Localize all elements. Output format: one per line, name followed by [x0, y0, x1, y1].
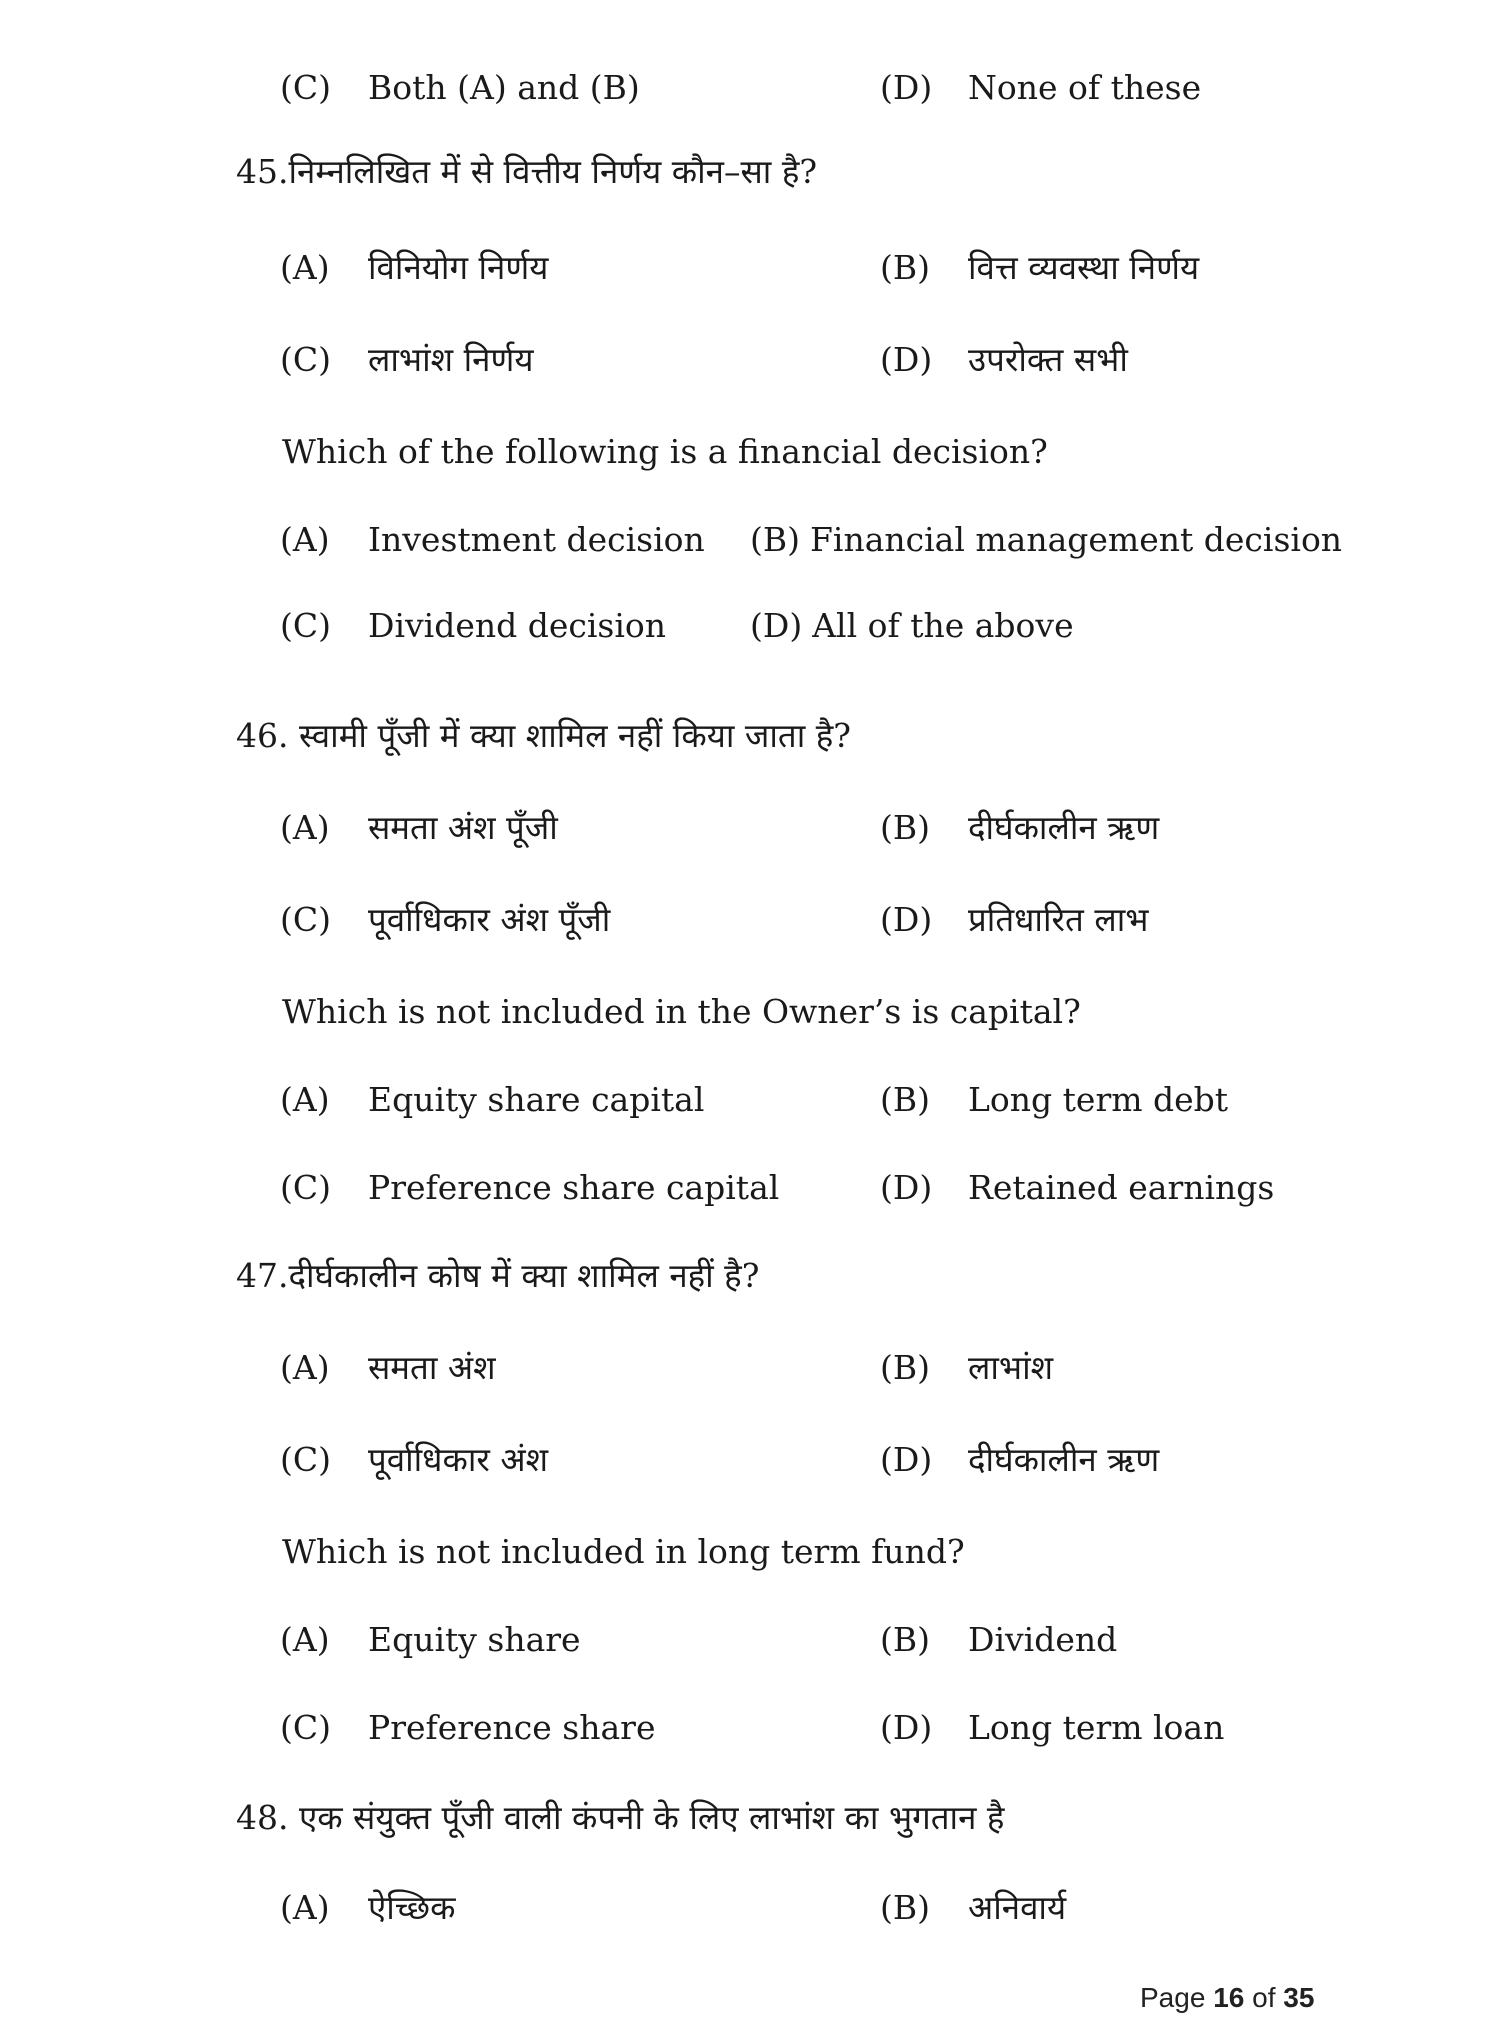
q46-english-option-a — [280, 1080, 704, 1120]
question-48-hindi: 48. एक संयुक्त पूँजी वाली कंपनी के लिए लाभांश का भुगतान है — [236, 1798, 1005, 1837]
option-letter: (B) — [880, 1348, 930, 1387]
option-letter: (A) — [280, 520, 330, 559]
option-text: All of the above — [812, 606, 1074, 645]
q47-english-option-a — [280, 1620, 581, 1660]
option-text: Dividend decision — [368, 606, 667, 645]
option-letter: (B) — [880, 1888, 930, 1927]
option-c — [280, 68, 640, 108]
q45-hindi-option-b — [880, 248, 1199, 288]
option-text: Long term debt — [968, 1080, 1229, 1119]
option-letter: (D) — [750, 606, 803, 645]
total-pages-number: 35 — [1283, 1982, 1315, 2013]
q45-hindi-option-d — [880, 340, 1128, 380]
q46-hindi-option-b — [880, 808, 1159, 848]
option-text: उपरोक्त सभी — [968, 340, 1128, 379]
q46-hindi-option-d — [880, 900, 1148, 940]
option-letter: (B) — [750, 520, 800, 559]
q48-hindi-option-a — [280, 1888, 455, 1928]
option-text: None of these — [968, 68, 1202, 107]
question-45-hindi: 45.निम्नलिखित में से वित्तीय निर्णय कौन–सा है? — [236, 152, 818, 191]
option-text: समता अंश — [368, 1348, 496, 1387]
option-text: लाभांश निर्णय — [368, 340, 534, 379]
option-text: Dividend — [968, 1620, 1118, 1659]
option-letter: (C) — [280, 1708, 331, 1747]
page-word: Page — [1140, 1982, 1206, 2013]
option-letter: (B) — [880, 1620, 930, 1659]
option-letter: (A) — [280, 1348, 330, 1387]
q47-english-option-b — [880, 1620, 1117, 1660]
option-letter: (C) — [280, 900, 331, 939]
option-text: दीर्घकालीन ऋण — [968, 1440, 1160, 1479]
option-text: Preference share — [368, 1708, 656, 1747]
option-letter: (D) — [880, 900, 933, 939]
q47-english-option-d — [880, 1708, 1224, 1748]
option-text: दीर्घकालीन ऋण — [968, 808, 1160, 847]
option-text: Both (A) and (B) — [368, 68, 640, 107]
option-text: Financial management decision — [810, 520, 1343, 559]
question-46-hindi: 46. स्वामी पूँजी में क्या शामिल नहीं किया जाता है? — [236, 716, 851, 755]
q45-english-option-b — [750, 520, 1342, 560]
current-page-number: 16 — [1213, 1982, 1245, 2013]
option-letter: (A) — [280, 808, 330, 847]
q48-hindi-option-b — [880, 1888, 1066, 1928]
option-text: पूर्वाधिकार अंश — [368, 1440, 549, 1479]
q47-hindi-option-d — [880, 1440, 1159, 1480]
option-letter: (A) — [280, 1080, 330, 1119]
option-text: Preference share capital — [368, 1168, 780, 1207]
option-letter: (A) — [280, 1620, 330, 1659]
q47-hindi-option-c — [280, 1440, 548, 1480]
q45-hindi-option-c — [280, 340, 533, 380]
option-d — [880, 68, 1201, 108]
q45-hindi-option-a — [280, 248, 548, 288]
option-letter: (C) — [280, 1440, 331, 1479]
page-footer — [1140, 1982, 1314, 2014]
q45-english-option-a — [280, 520, 705, 560]
option-text: वित्त व्यवस्था निर्णय — [968, 248, 1200, 287]
option-text: पूर्वाधिकार अंश पूँजी — [368, 900, 611, 939]
option-letter: (A) — [280, 1888, 330, 1927]
option-text: Retained earnings — [968, 1168, 1275, 1207]
option-letter: (B) — [880, 1080, 930, 1119]
option-text: Equity share capital — [368, 1080, 705, 1119]
of-word: of — [1252, 1982, 1276, 2013]
q47-hindi-option-a — [280, 1348, 496, 1388]
question-45-english: Which of the following is a financial decision? — [282, 432, 1048, 471]
q46-english-option-d — [880, 1168, 1274, 1208]
option-letter: (D) — [880, 1708, 933, 1747]
option-letter: (C) — [280, 1168, 331, 1207]
option-text: प्रतिधारित लाभ — [968, 900, 1149, 939]
option-text: Equity share — [368, 1620, 581, 1659]
option-letter: (D) — [880, 1440, 933, 1479]
q46-english-option-b — [880, 1080, 1228, 1120]
q45-english-option-c — [280, 606, 666, 646]
question-47-hindi: 47.दीर्घकालीन कोष में क्या शामिल नहीं है? — [236, 1256, 760, 1295]
option-text: ऐच्छिक — [368, 1888, 456, 1927]
option-letter: (C) — [280, 606, 331, 645]
option-text: Investment decision — [368, 520, 705, 559]
question-46-english: Which is not included in the Owner’s is capital? — [282, 992, 1081, 1031]
q46-english-option-c — [280, 1168, 779, 1208]
question-47-english: Which is not included in long term fund? — [282, 1532, 965, 1571]
option-letter: (D) — [880, 1168, 933, 1207]
option-text: विनियोग निर्णय — [368, 248, 549, 287]
q46-hindi-option-c — [280, 900, 610, 940]
q46-hindi-option-a — [280, 808, 558, 848]
q45-english-option-d — [750, 606, 1074, 646]
option-letter: (D) — [880, 68, 933, 107]
option-letter: (B) — [880, 808, 930, 847]
option-letter: (C) — [280, 68, 331, 107]
option-letter: (C) — [280, 340, 331, 379]
q47-english-option-c — [280, 1708, 655, 1748]
option-text: लाभांश — [968, 1348, 1054, 1387]
option-text: समता अंश पूँजी — [368, 808, 558, 847]
option-text: Long term loan — [968, 1708, 1225, 1747]
option-letter: (D) — [880, 340, 933, 379]
option-letter: (A) — [280, 248, 330, 287]
option-text: अनिवार्य — [968, 1888, 1067, 1927]
option-letter: (B) — [880, 248, 930, 287]
q47-hindi-option-b — [880, 1348, 1053, 1388]
